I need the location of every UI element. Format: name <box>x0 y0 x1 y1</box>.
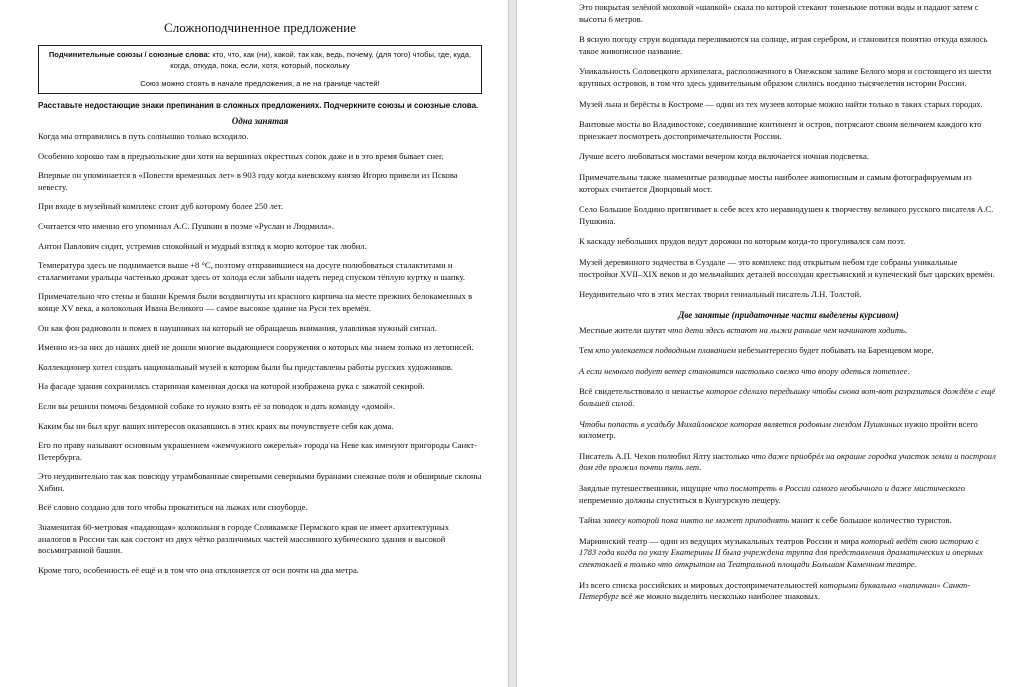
sentence: Если вы решили помочь бездомной собаке то нужно взять её за поводок и дать команду «домой». <box>38 400 396 411</box>
sentence <box>579 366 998 378</box>
main-clause-text: . <box>914 559 917 569</box>
main-clause-text: непременно должны спуститься в Кунгурскую пещеру. <box>579 494 781 505</box>
sentence <box>579 345 998 357</box>
main-clause-text: манит к себе большое количество туристов. <box>789 515 952 526</box>
subordinate-clause: кто увлекается подводным плаванием <box>595 345 736 356</box>
sentence: Это неудивительно так как повсюду утрамбованные свирепыми северными буранами снежные поля и обширные склоны Хибин. <box>38 471 482 493</box>
sentence: Село Большое Болдино притягивает к себе всех кто неравнодушен к творчеству великого русского писателя А.С. Пушкина. <box>579 204 994 226</box>
section-heading-one: Одна занятая <box>231 116 289 126</box>
main-clause-text: . <box>632 398 635 409</box>
sentence: Примечательны также знаменитые разводные мосты наиболее живописным и самым фотографируемым из которых считается Дворцовый мост. <box>579 171 972 194</box>
conjunctions-box <box>38 45 482 94</box>
sentence: К каскаду небольших прудов ведут дорожки по которым когда-то прогуливался сам поэт. <box>579 236 906 247</box>
sentence: Именно из-за них до наших дней не дошли многие выдающиеся сооружения о которых мы знаем только из летописей. <box>38 342 474 353</box>
main-clause-text: Из всего списка российских и мировых достопримечательностей <box>579 579 820 590</box>
page-left <box>0 0 509 687</box>
sentence: Антон Павлович сидит, устремив спокойный и мудрый взгляд к морю которое так любил. <box>38 240 367 251</box>
sentence: Примечательно что стены и башни Кремля были воздвигнуты из красного кирпича на месте прежних белокаменных в конце XV века, а колокольня Ивана Великого — самое высокое здание на Руси тех времён. <box>38 291 473 313</box>
sentence: Всё словно создано для того чтобы прокатиться на лыжах или сноуборде. <box>38 502 308 513</box>
main-clause-text: . <box>699 462 702 473</box>
page-title: Сложноподчиненное предложение <box>164 20 356 35</box>
main-clause-text: Тайна <box>579 515 604 526</box>
sentence: Уникальность Соловецкого архипелага, расположенного в Онежском заливе Белого моря и состоящего из шести крупных островов, в том что здесь удивительным образом слились воедино тысячелетия истории России. <box>579 66 992 88</box>
section-heading-two: Две занятые (придаточные части выделены курсивом) <box>678 309 899 320</box>
sentence <box>579 483 998 506</box>
conjunctions-list: кто, что, как (ни), какой, так как, ведь, почему, (для того) чтобы, где, куда, когда, откуда, пока, если, хотя, который, поскольку <box>170 50 472 70</box>
main-clause-text: Писатель А.П. Чехов полюбил Ялту настолько <box>579 450 752 461</box>
sentence-list-left <box>38 131 482 576</box>
sentence: В ясную погоду струи водопада переливаются на солнце, играя серебром, и становится понятно откуда взялось такое живописное название. <box>579 34 988 56</box>
conjunctions-note: Союз можно стоять в начале предложения, а не на границе частей! <box>140 79 380 88</box>
sentence: Каким бы ни был круг ваших интересов оказавшись в этих краях вы почувствуете себя как дома. <box>38 420 394 431</box>
main-clause-text: Мариинский театр — один из ведущих музыкальных театров России и мира <box>579 535 862 546</box>
sentence <box>579 515 998 527</box>
sentence: Считается что именно его упоминал А.С. Пушкин в поэме «Руслан и Людмила». <box>38 220 335 231</box>
sentence: На фасаде здания сохранилась старинная каменная доска на которой изображена рука с зажатой секирой. <box>38 381 425 392</box>
page-right <box>516 0 1024 687</box>
main-clause-text: Тем <box>579 345 596 356</box>
sentence <box>579 580 998 603</box>
sentence: Когда мы отправились в путь солнышко только всходило. <box>38 131 249 141</box>
sentence: Музей льна и берёсты в Костроме — один из тех музеев которые можно найти только в таких старых городах. <box>579 98 983 109</box>
main-clause-text: небезынтересно будет побывать на Баренцевом море. <box>735 345 934 356</box>
subordinate-clause: что дети здесь встают на лыжи раньше чем начинают ходить <box>668 324 905 335</box>
sentence <box>579 451 998 474</box>
sentence: Знаменитая 60-метровая «падающая» колокольня в городе Соликамске Пермского края не имеет архитектурных аналогов в России так как состоит из двух чётко различимых частей массивного кубического здания и высокой восьмигранной башни. <box>38 522 450 556</box>
italic-sentence-list <box>579 325 998 603</box>
task-instructions: Расставьте недостающие знаки препинания в сложных предложениях. Подчеркните союзы и союзные слова. <box>38 101 479 110</box>
sentence: Его по праву называют основным украшением «жемчужного ожерелья» города на Неве как именуют пригороды Санкт-Петербурга. <box>38 440 477 462</box>
main-clause-text: Местные жители шутят <box>579 324 669 335</box>
sentence: При входе в музейный комплекс стоит дуб которому более 250 лет. <box>38 201 283 212</box>
sentence: Впервые он упоминается в «Повести временных лет» в 903 году когда киевскому князю Игорю привели из Пскова невесту. <box>38 170 458 192</box>
main-clause-text: . <box>904 324 908 335</box>
subordinate-clause: А если немного подует ветер становится настолько свежо что впору одеться потеплее <box>579 365 908 376</box>
subordinate-clause: которыми буквально «напичкан» Санкт-Петербург <box>579 579 971 602</box>
sentence: Это покрытая зелёной моховой «шапкой» скала по которой стекают тоненькие потоки воды и падают затем с высоты 6 метров. <box>579 2 979 24</box>
main-clause-text: всё же можно выделить несколько наиболее знаковых. <box>618 591 821 602</box>
sentence: Он как фон радиоволн и помех в наушниках на который не обращаешь внимания, улавливая нужный сигнал. <box>38 322 437 333</box>
sentence: Музей деревянного зодчества в Суздале — это комплекс под открытым небом где собраны уникальные постройки XVII–XIX веков и до мельчайших деталей воссоздан крестьянский и купеческий быт царских времён. <box>579 256 995 279</box>
sentence: Температура здесь не поднимается выше +8 °С, поэтому отправившиеся на досуге полюбоваться сталактитами и сталагмитами уральцы частенько дрожат здесь от холода если забыли надеть перед спуском тёплую куртку и шапку. <box>38 260 466 282</box>
subordinate-clause: который ведёт свою историю с 1783 года когда по указу Екатерины II была учреждена труппа для представления драматических и оперных спектаклей в только что открытом на Театральной площади Большом Каменном театре <box>579 535 983 569</box>
sentence: Кроме того, особенность её ещё и в том что она отклоняется от оси почти на два метра. <box>38 564 359 575</box>
conjunctions-heading: Подчинительные союзы / союзные слова: <box>48 50 211 59</box>
sentence-list-right <box>579 2 998 301</box>
sentence <box>579 386 998 409</box>
main-clause-text: Заядлые путешественники, ищущие <box>579 483 714 494</box>
main-clause-text: . <box>907 365 910 376</box>
subordinate-clause: которое сделало передышку чтобы снова вот-вот разразиться дождём с ещё большей силой <box>579 386 996 409</box>
subordinate-clause: что посмотреть в России самого необычного и даже мистического <box>713 483 965 494</box>
sentence <box>579 419 998 442</box>
sentence: Неудивительно что в этих местах творил гениальный писатель Л.Н. Толстой. <box>579 289 862 300</box>
subordinate-clause: Чтобы попасть в усадьбу Михайловское которая является родовым гнездом Пушкиных <box>579 418 903 429</box>
subordinate-clause: что даже приобрёл на окраине городка участок земли и построил дом где прожил почти пять лет <box>579 450 996 473</box>
main-clause-text: нужно пройти всего километр. <box>579 418 978 441</box>
sentence: Лучше всего любоваться мостами вечером когда включается ночная подсветка. <box>579 151 869 162</box>
sentence <box>579 325 998 337</box>
sentence: Особенно хорошо там в предъюльские дни хотя на вершинах окрестных сопок даже и в это время бывает снег. <box>38 150 444 161</box>
sentence: Вантовые мосты во Владивостоке, соединившие континент и остров, потрясают своим величием каждого кто приезжает посмотреть достопримечательности России. <box>579 119 982 141</box>
main-clause-text: Всё свидетельствовало о ненастье <box>579 386 707 397</box>
sentence <box>579 536 998 571</box>
subordinate-clause: завесу которой пока никто не может приподнять <box>603 515 790 526</box>
sentence: Коллекционер хотел создать национальный музей в котором были бы представлены работы русских художников. <box>38 361 453 372</box>
